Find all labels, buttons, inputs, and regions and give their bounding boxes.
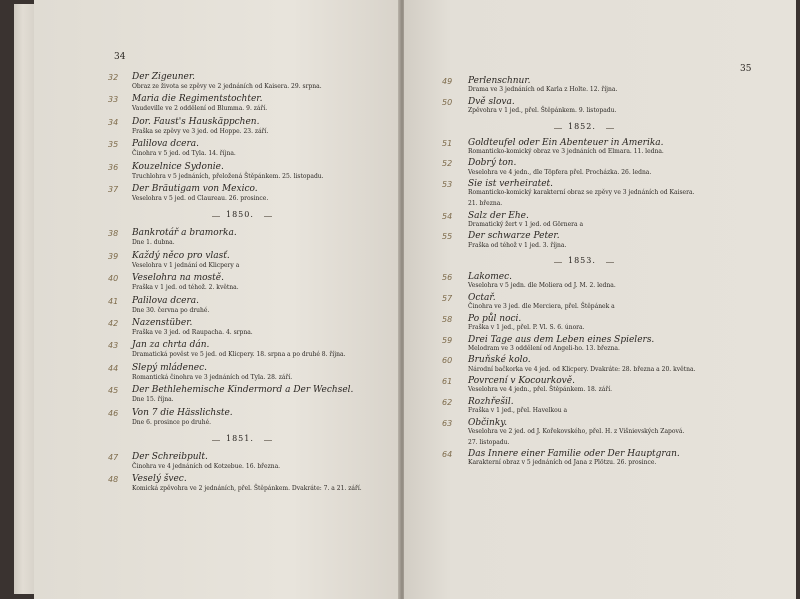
entry-title: Slepý mládenec. — [132, 362, 207, 373]
year-rule — [554, 128, 562, 129]
entry-description: Veselohra v 5 jed. od Claureau. 26. prosince. — [132, 195, 269, 202]
entry-description: Fraška se zpěvy ve 3 jed. od Hoppe. 23. září. — [132, 127, 269, 135]
entry-title: Der schwarze Peter. — [468, 231, 560, 242]
year-rule — [606, 262, 614, 263]
entry-number: 53 — [442, 180, 453, 190]
entry-description: Dramatický žert v 1 jed. od Görnera a — [468, 220, 584, 228]
year-rule — [264, 440, 272, 441]
entry-description: Fraška v 1 jed., přel. P. Vl. S. 6. února. — [468, 324, 585, 331]
entry-description: Fraška v 1 jed. od téhož. 2. května. — [132, 284, 239, 292]
entry-title: Každý něco pro vlasť. — [132, 250, 230, 261]
entry-title: Lakomec. — [468, 272, 512, 283]
entry-description: Vaudeville ve 2 oddělení od Blumma. 9. září. — [132, 105, 268, 113]
entry-title: Bruňské kolo. — [468, 355, 531, 366]
entry-number: 43 — [108, 341, 119, 351]
entry-number: 42 — [108, 319, 119, 328]
entry-description: Romantická činohra ve 3 jednáních od Tyla. 28. září. — [132, 373, 293, 381]
entry-title: Der Bräutigam von Mexico. — [132, 184, 258, 194]
entry-title: Octař. — [468, 293, 496, 303]
entry-title: Der Bethlehemische Kindermord a Der Wechsel. — [132, 385, 354, 396]
entry-number: 47 — [108, 453, 119, 462]
entry-title: Maria die Regimentstochter. — [132, 94, 263, 105]
entry-number: 52 — [442, 159, 453, 169]
entry-description: Karakterní obraz v 5 jednáních od Jana z Plötzu. 26. prosince. — [468, 459, 657, 467]
entry-description: Dne 1. dubna. — [132, 239, 175, 247]
entry-title: Kouzelnice Sydonie. — [132, 161, 224, 172]
entry-number: 49 — [442, 77, 453, 86]
entry-description: Drama ve 3 jednáních od Karla z Holte. 12. října. — [468, 86, 618, 94]
entry-description: Veselohra ve 2 jed. od J. Kořekovského, přel. H. z Višnievských Zapová. — [468, 428, 685, 435]
entry-description: Činohra ve 4 jednáních od Kotzebue. 16. března. — [132, 463, 281, 470]
entry-description: Komická zpěvohra ve 2 jednáních, přel. Štěpánkem. Dvakráte: 7. a 21. září. — [132, 485, 362, 493]
entry-title: Der Zigeuner. — [132, 72, 196, 82]
entry-description: 21. března. — [468, 200, 503, 207]
right-entries — [404, 0, 796, 599]
year-heading: 1851. — [226, 434, 254, 443]
entry-number: 35 — [108, 140, 119, 150]
entry-description: Veselohra ve 4 jedn., přel. Štěpánkem. 18. září. — [468, 386, 613, 394]
entry-number: 59 — [442, 335, 453, 345]
entry-number: 40 — [108, 274, 119, 284]
year-heading: 1853. — [568, 256, 596, 266]
entry-description: Romanticko-komický obraz ve 3 jednáních od Elmara. 11. ledna. — [468, 147, 664, 155]
entry-description: Veselohra v 1 jednání od Klicpery a — [132, 261, 240, 269]
entry-title: Povrcení v Kocourkově. — [468, 376, 575, 387]
entry-title: Rozhřešil. — [468, 397, 514, 407]
entry-title: Palilova dcera. — [132, 295, 200, 306]
entry-description: Národní bačkorka ve 4 jed. od Klicpery. Dvakráte: 28. března a 20. května. — [468, 365, 696, 373]
page-number: 34 — [114, 52, 126, 62]
entry-description: Truchlohra v 5 jednáních, přeložená Štěpánkem. 25. listopadu. — [132, 172, 324, 180]
entry-number: 38 — [108, 229, 119, 239]
entry-description: Dramatická pověst ve 5 jed. od Klicpery. 18. srpna a po druhé 8. října. — [132, 351, 346, 359]
year-rule — [606, 128, 614, 129]
entry-number: 33 — [108, 95, 119, 105]
entry-title: Perlenschnur. — [468, 76, 531, 86]
year-rule — [212, 216, 220, 217]
entry-title: Občinky. — [468, 417, 508, 428]
entry-number: 45 — [108, 386, 119, 396]
entry-number: 55 — [442, 232, 453, 242]
entry-title: Goldteufel oder Ein Abenteuer in Amerika. — [468, 137, 664, 148]
entry-description: Obraz ze života se zpěvy ve 2 jednáních od Kaisera. 29. srpna. — [132, 83, 322, 90]
entry-number: 56 — [442, 273, 453, 283]
entry-number: 64 — [442, 450, 453, 460]
entry-title: Dobrý ton. — [468, 158, 517, 169]
entry-title: Po půl noci. — [468, 313, 522, 324]
entry-title: Salz der Ehe. — [468, 210, 529, 221]
entry-number: 36 — [108, 162, 119, 172]
entry-description: Dne 30. června po druhé. — [132, 306, 210, 314]
entry-description: Fraška ve 3 jed. od Raupacha. 4. srpna. — [132, 329, 253, 336]
entry-description: Veselohra ve 4 jedn., dle Töpfera přel. Procházka. 26. ledna. — [468, 168, 652, 176]
entry-number: 57 — [442, 294, 453, 303]
entry-description: Zpěvohra v 1 jed., přel. Štěpánkem. 9. listopadu. — [468, 107, 617, 114]
left-entries — [34, 0, 402, 599]
entry-number: 61 — [442, 377, 453, 387]
entry-number: 37 — [108, 185, 119, 194]
entry-description: Činohra v 5 jed. od Tyla. 14. října. — [132, 150, 236, 158]
right-page — [404, 0, 796, 599]
entry-title: Sie ist verheiratet. — [468, 179, 554, 190]
entry-number: 63 — [442, 418, 453, 428]
entry-description: Dne 15. října. — [132, 396, 174, 404]
entry-number: 46 — [108, 408, 119, 418]
entry-number: 32 — [108, 73, 119, 82]
entry-number: 39 — [108, 251, 119, 261]
entry-description: 27. listopadu. — [468, 438, 510, 446]
entry-description: Melodram ve 3 oddělení od Angeli-ho. 13. března. — [468, 344, 620, 352]
entry-number: 58 — [442, 314, 453, 324]
entry-number: 62 — [442, 398, 453, 407]
year-rule — [264, 216, 272, 217]
year-rule — [554, 262, 562, 263]
entry-title: Palilova dcera. — [132, 139, 200, 150]
entry-title: Von 7 die Hässlichste. — [132, 407, 233, 418]
year-heading: 1852. — [568, 121, 596, 131]
entry-title: Dor. Faust's Hauskäppchen. — [132, 116, 260, 127]
entry-description: Fraška v 1 jed., přel. Havelkou a — [468, 407, 568, 415]
entry-description: Veselohra v 5 jedn. dle Moliera od J. M. 2. ledna. — [468, 282, 616, 290]
entry-number: 51 — [442, 138, 453, 148]
entry-title: Dvě slova. — [468, 96, 515, 107]
entry-title: Veselý švec. — [132, 474, 187, 485]
entry-title: Drei Tage aus dem Leben eines Spielers. — [468, 334, 655, 345]
year-rule — [212, 440, 220, 441]
year-heading: 1850. — [226, 210, 254, 220]
entry-number: 41 — [108, 296, 119, 306]
entry-number: 50 — [442, 97, 453, 107]
entry-description: Dne 6. prosince po druhé. — [132, 418, 212, 426]
left-page — [34, 0, 402, 599]
entry-number: 54 — [442, 211, 453, 221]
entry-title: Nazenstüber. — [132, 318, 193, 328]
entry-description: Fraška od téhož v 1 jed. 3. října. — [468, 241, 567, 249]
page-edges — [14, 4, 36, 594]
entry-title: Das Innere einer Familie oder Der Hauptgran. — [468, 449, 680, 460]
entry-description: Romanticko-komický karakterní obraz se zpěvy ve 3 jednáních od Kaisera. — [468, 189, 695, 197]
entry-description: Činohra ve 3 jed. dle Merciera, přel. Štěpánek a — [468, 303, 615, 311]
entry-number: 34 — [108, 117, 119, 127]
entry-number: 48 — [108, 475, 119, 485]
entry-number: 60 — [442, 356, 453, 366]
entry-title: Veselohra na mostě. — [132, 273, 224, 284]
entry-title: Der Schreibpult. — [132, 452, 208, 462]
entry-number: 44 — [108, 363, 119, 373]
entry-title: Bankrotář a bramorka. — [132, 228, 237, 239]
page-number: 35 — [740, 64, 752, 74]
entry-title: Jan za chrta dán. — [132, 340, 210, 351]
